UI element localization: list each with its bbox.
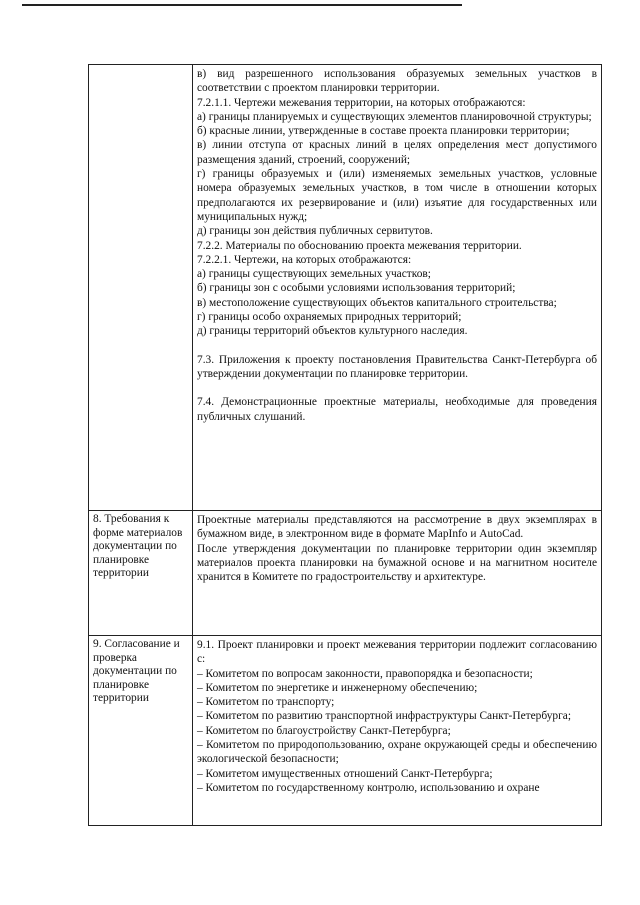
row-label: 9. Согласование и проверка документации по планировке территории	[89, 636, 193, 826]
list-item: – Комитетом имущественных отношений Санкт-Петербурга;	[197, 767, 493, 780]
paragraph: 7.2.2. Материалы по обоснованию проекта межевания территории.	[197, 239, 522, 252]
paragraph: г) границы образуемых и (или) изменяемых земельных участков, условные номера образуемых земельных участков, в том числе в отношении которых предполагаются их резервирование и (или) изъятие для государственных или муниципальных нужд;	[197, 168, 597, 223]
paragraph: а) границы существующих земельных участков;	[197, 268, 431, 281]
paragraph: г) границы особо охраняемых природных территорий;	[197, 311, 462, 324]
list-item: – Комитетом по природопользованию, охране окружающей среды и обеспечению экологической безопасности;	[197, 739, 597, 766]
paragraph: 7.4. Демонстрационные проектные материалы, необходимые для проведения публичных слушаний.	[197, 396, 597, 423]
row-content	[193, 636, 602, 826]
row-content	[193, 65, 602, 511]
paragraph: в) местоположение существующих объектов капитального строительства;	[197, 296, 557, 309]
list-item: – Комитетом по развитию транспортной инфраструктуры Санкт-Петербурга;	[197, 710, 572, 723]
paragraph: б) границы зон с особыми условиями использования территорий;	[197, 282, 516, 295]
paragraph: После утверждения документации по планировке территории один экземпляр материалов проекта планировки на бумажной основе и на магнитном носителе хранится в Комитете по градостроительству и архитектуре.	[197, 542, 597, 584]
table-row	[89, 511, 602, 636]
list-item: – Комитетом по благоустройству Санкт-Петербурга;	[197, 724, 451, 737]
paragraph: а) границы планируемых и существующих элементов планировочной структуры;	[197, 110, 592, 123]
table-row	[89, 65, 602, 511]
row-content	[193, 511, 602, 636]
paragraph: в) вид разрешенного использования образуемых земельных участков в соответствии с проектом планировки территории.	[197, 68, 597, 95]
paragraph: 7.2.1.1. Чертежи межевания территории, на которых отображаются:	[197, 96, 526, 109]
list-item: – Комитетом по государственному контролю, использованию и охране	[197, 781, 540, 794]
paragraph: 9.1. Проект планировки и проект межевания территории подлежит согласованию с:	[197, 639, 597, 666]
requirements-table	[88, 64, 602, 826]
paragraph: д) границы зон действия публичных сервитутов.	[197, 225, 433, 238]
header-rule	[22, 4, 462, 6]
row-label: 8. Требования к форме материалов документации по планировке территории	[89, 511, 193, 636]
paragraph: б) красные линии, утвержденные в составе проекта планировки территории;	[197, 125, 570, 138]
list-item: – Комитетом по транспорту;	[197, 696, 335, 709]
paragraph: 7.2.2.1. Чертежи, на которых отображаются:	[197, 253, 412, 266]
table-row	[89, 636, 602, 826]
paragraph: д) границы территорий объектов культурного наследия.	[197, 325, 468, 338]
paragraph: 7.3. Приложения к проекту постановления Правительства Санкт-Петербурга об утверждении документации по планировке территории.	[197, 353, 597, 380]
list-item: – Комитетом по энергетике и инженерному обеспечению;	[197, 681, 478, 694]
paragraph: Проектные материалы представляются на рассмотрение в двух экземплярах в бумажном виде, в электронном виде в формате MapInfo и AutoCad.	[197, 514, 597, 541]
list-item: – Комитетом по вопросам законности, правопорядка и безопасности;	[197, 667, 533, 680]
paragraph: в) линии отступа от красных линий в целях определения мест допустимого размещения зданий, строений, сооружений;	[197, 139, 597, 166]
row-label	[89, 65, 193, 511]
